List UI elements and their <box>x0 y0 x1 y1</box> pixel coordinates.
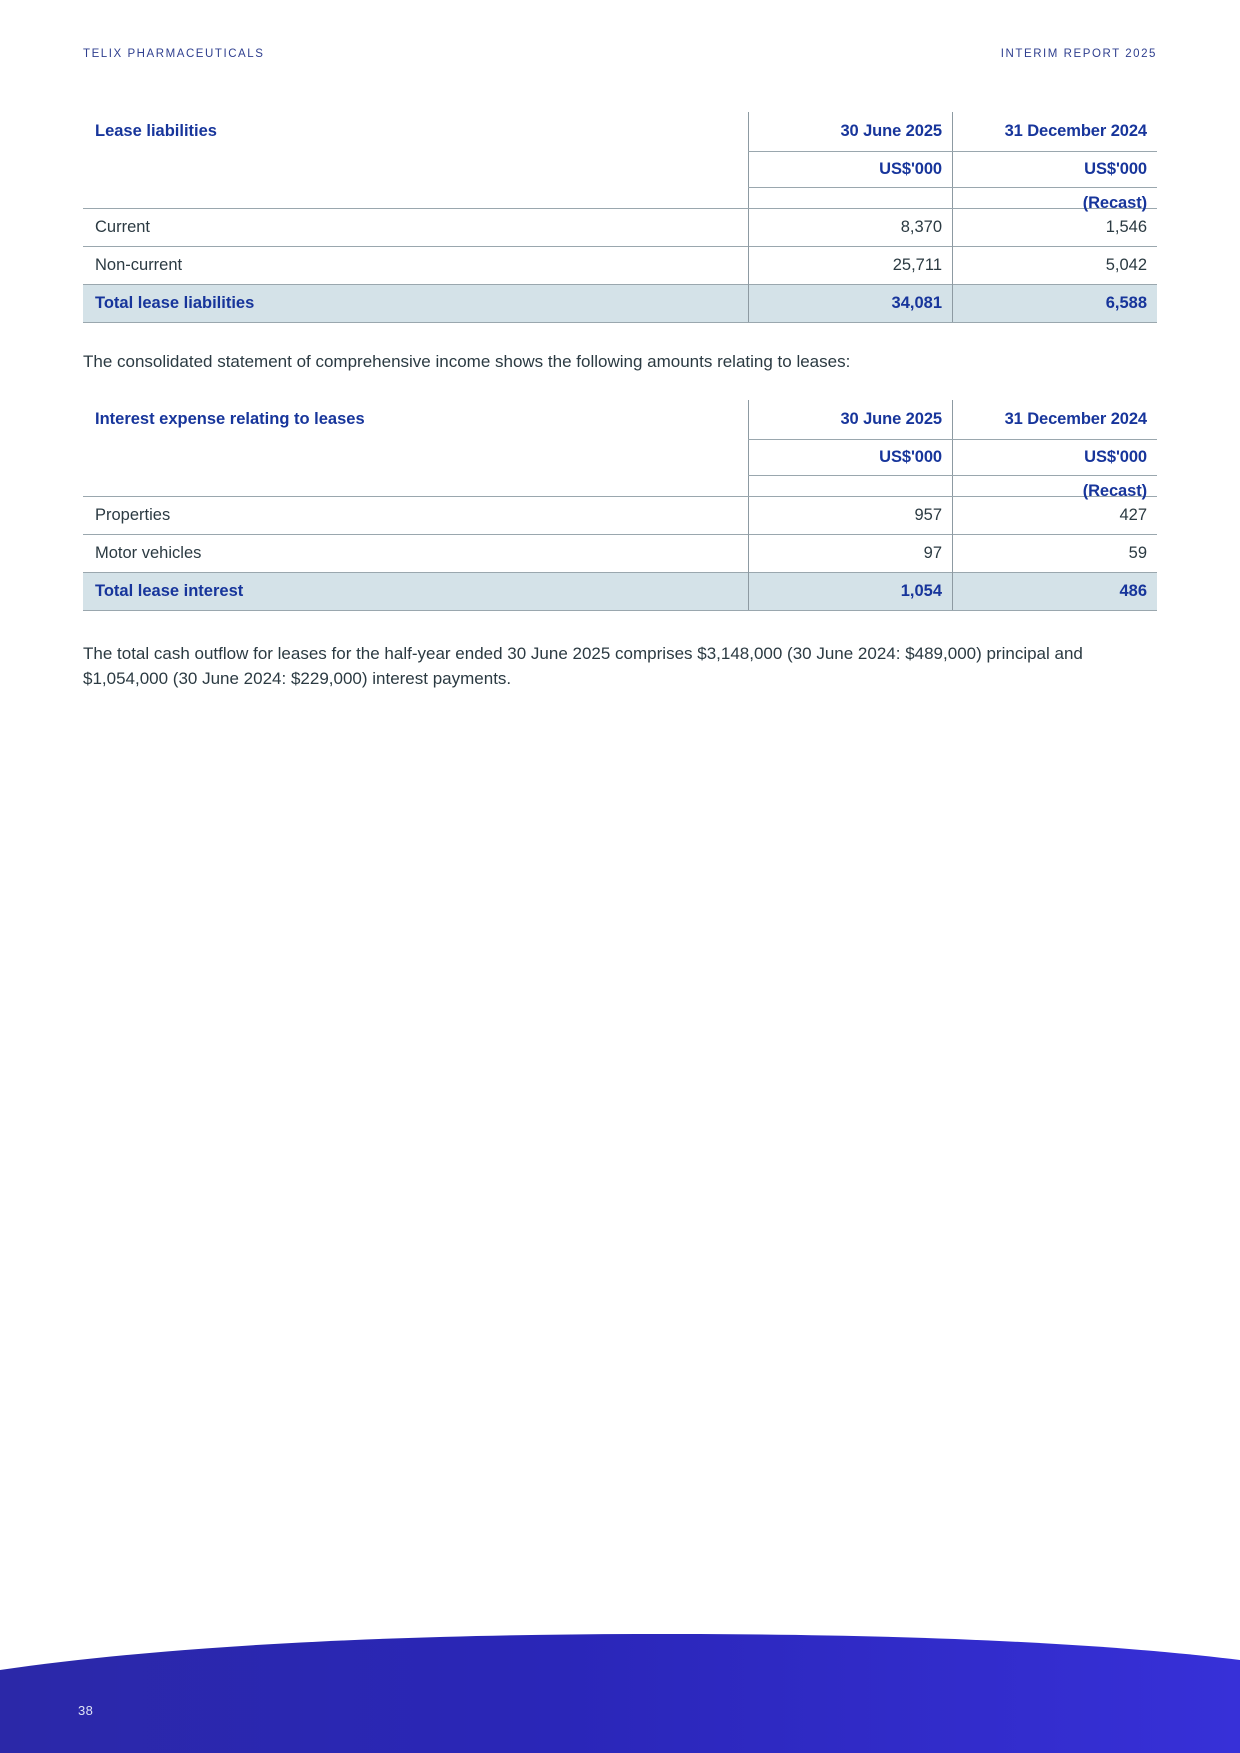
row-value-cell-2 <box>953 496 1158 534</box>
row-label: Properties <box>95 505 171 524</box>
column-qualifier-2: (Recast) <box>1082 193 1147 212</box>
total-value: 486 <box>1119 581 1147 600</box>
row-value: 957 <box>914 505 942 524</box>
row-value: 59 <box>1128 543 1147 562</box>
column-header-cell-2 <box>953 400 1158 439</box>
units-cell-1 <box>748 439 953 475</box>
row-value-cell-1 <box>748 534 953 572</box>
column-qualifier-1 <box>749 188 953 208</box>
total-label: Total lease liabilities <box>95 293 255 312</box>
row-value: 1,546 <box>1105 217 1147 236</box>
qualifier-cell-2 <box>953 187 1158 212</box>
table-title: Lease liabilities <box>95 122 217 140</box>
total-value: 1,054 <box>900 581 942 600</box>
units-cell-2 <box>953 439 1158 475</box>
lease-liabilities-table <box>83 112 1157 323</box>
qualifier-label-spacer <box>83 475 748 496</box>
row-value: 97 <box>923 543 942 562</box>
wave-svg <box>0 1608 1240 1753</box>
row-label-cell <box>83 246 748 284</box>
table-row <box>83 534 1157 572</box>
total-value: 6,588 <box>1105 293 1147 312</box>
column-header-cell-1 <box>748 400 953 439</box>
row-value-cell-1 <box>748 246 953 284</box>
total-value-cell-2 <box>953 284 1158 322</box>
table-header-row-units <box>83 439 1157 475</box>
table-header-row-dates <box>83 112 1157 151</box>
units-cell-2 <box>953 151 1158 187</box>
row-label-cell <box>83 208 748 246</box>
row-label-cell <box>83 496 748 534</box>
table-title: Interest expense relating to leases <box>95 410 365 428</box>
interest-expense-table <box>83 400 1157 611</box>
row-value: 5,042 <box>1105 255 1147 274</box>
footer-wave-graphic <box>0 1608 1240 1753</box>
column-header-date-2: 31 December 2024 <box>1004 121 1147 140</box>
row-value: 427 <box>1119 505 1147 524</box>
units-cell-1 <box>748 151 953 187</box>
column-qualifier-2: (Recast) <box>1082 481 1147 500</box>
total-label-cell <box>83 572 748 610</box>
total-value-cell-1 <box>748 572 953 610</box>
page-content <box>83 112 1157 692</box>
total-label: Total lease interest <box>95 581 244 600</box>
table-header-row-qualifiers <box>83 475 1157 496</box>
total-value-cell-2 <box>953 572 1158 610</box>
column-qualifier-1 <box>749 476 953 496</box>
qualifier-cell-1 <box>748 187 953 208</box>
table-title-cell <box>83 112 748 151</box>
row-value-cell-2 <box>953 246 1158 284</box>
table-header-row-dates <box>83 400 1157 439</box>
wave-shape <box>0 1634 1240 1753</box>
row-label: Motor vehicles <box>95 543 202 562</box>
table-header-row-units <box>83 151 1157 187</box>
column-units-1: US$'000 <box>879 447 942 466</box>
row-value-cell-1 <box>748 208 953 246</box>
table-header-row-qualifiers <box>83 187 1157 208</box>
row-label: Current <box>95 217 151 236</box>
row-value-cell-2 <box>953 208 1158 246</box>
table-row <box>83 496 1157 534</box>
table-total-row <box>83 572 1157 610</box>
row-value-cell-1 <box>748 496 953 534</box>
header-company-name: TELIX PHARMACEUTICALS <box>83 48 265 60</box>
row-value: 8,370 <box>900 217 942 236</box>
page-number: 38 <box>78 1703 94 1718</box>
intro-paragraph: The consolidated statement of comprehensive income shows the following amounts relating to leases: <box>83 351 851 371</box>
table-total-row <box>83 284 1157 322</box>
row-label: Non-current <box>95 255 183 274</box>
row-value: 25,711 <box>892 255 942 274</box>
qualifier-cell-2 <box>953 475 1158 500</box>
column-header-date-1: 30 June 2025 <box>840 409 942 428</box>
units-label-spacer <box>83 439 748 475</box>
column-units-2: US$'000 <box>1084 447 1147 466</box>
header-report-name: INTERIM REPORT 2025 <box>1000 48 1157 60</box>
column-header-cell-1 <box>748 112 953 151</box>
running-header <box>83 48 1157 60</box>
column-units-2: US$'000 <box>1084 159 1147 178</box>
units-label-spacer <box>83 151 748 187</box>
total-value: 34,081 <box>891 293 942 312</box>
total-value-cell-1 <box>748 284 953 322</box>
table-row <box>83 208 1157 246</box>
row-value-cell-2 <box>953 534 1158 572</box>
table-row <box>83 246 1157 284</box>
row-label-cell <box>83 534 748 572</box>
column-units-1: US$'000 <box>879 159 942 178</box>
cash-outflow-paragraph: The total cash outflow for leases for the half-year ended 30 June 2025 comprises $3,148,000 (30 June 2024: $489,000) principal and $1,054,000 (30 June 2024: $229,000) interest payments. <box>83 643 1083 688</box>
column-header-cell-2 <box>953 112 1158 151</box>
column-header-date-1: 30 June 2025 <box>840 121 942 140</box>
column-header-date-2: 31 December 2024 <box>1004 409 1147 428</box>
table-title-cell <box>83 400 748 439</box>
qualifier-cell-1 <box>748 475 953 496</box>
qualifier-label-spacer <box>83 187 748 208</box>
total-label-cell <box>83 284 748 322</box>
